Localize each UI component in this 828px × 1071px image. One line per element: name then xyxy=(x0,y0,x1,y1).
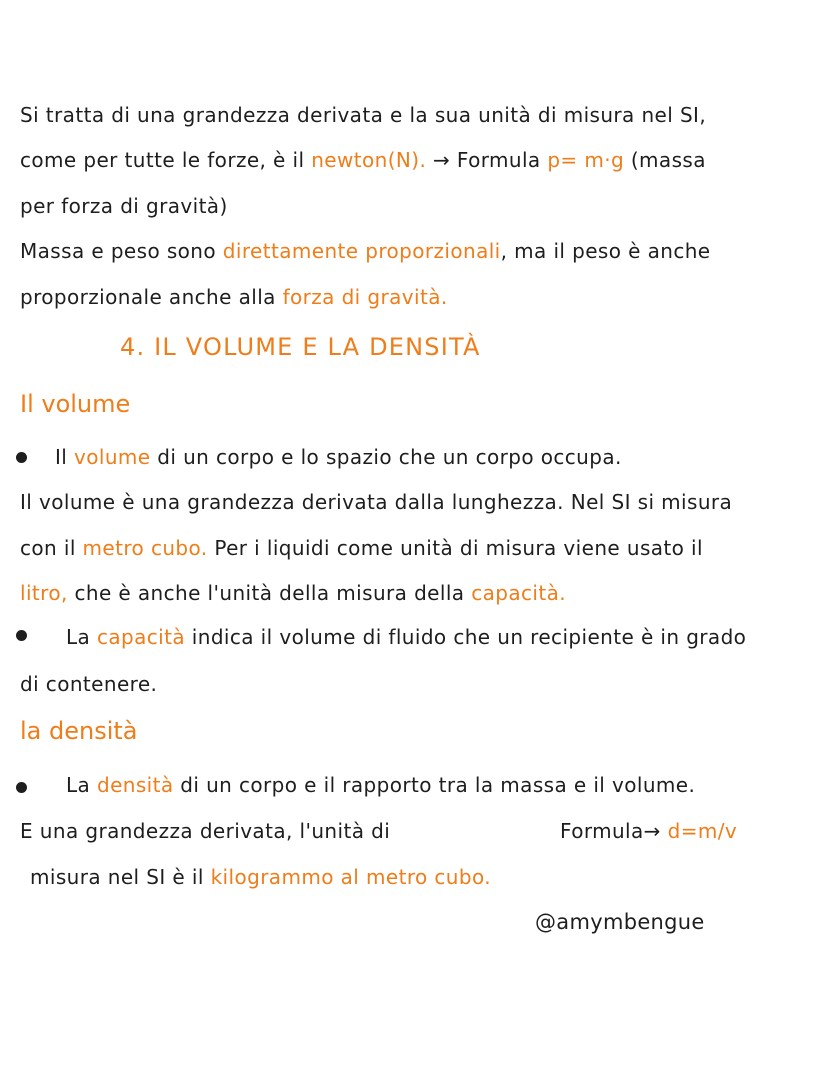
text-line xyxy=(30,864,491,890)
formula-text: d=m/v xyxy=(667,819,738,843)
text: per forza di gravità) xyxy=(20,194,228,218)
text: Il volume è una grandezza derivata dalla lunghezza. Nel SI si misura xyxy=(20,490,733,514)
text: Massa e peso sono xyxy=(20,239,223,263)
formula-text: p= m·g xyxy=(547,148,625,172)
text: , ma il peso è anche xyxy=(500,239,711,263)
bullet-dot xyxy=(16,782,27,793)
text: di un corpo e il rapporto tra la massa e il volume. xyxy=(173,773,696,797)
highlight-text: litro, xyxy=(20,581,68,605)
text: come per tutte le forze, è il xyxy=(20,148,312,172)
highlight-text: direttamente proporzionali xyxy=(222,239,501,263)
text-line xyxy=(55,444,622,470)
highlight-text: capacità. xyxy=(471,581,567,605)
text: misura nel SI è il xyxy=(30,865,211,889)
text: di un corpo e lo spazio che un corpo occupa. xyxy=(150,445,622,469)
text: Il xyxy=(55,445,75,469)
highlight-text: volume xyxy=(74,445,151,469)
text: che è anche l'unità della misura della xyxy=(67,581,472,605)
text: La xyxy=(66,625,97,649)
text-line xyxy=(20,489,732,515)
bullet-dot xyxy=(16,452,27,463)
author-signature: @amymbengue xyxy=(535,910,705,934)
text: La xyxy=(66,773,97,797)
text-line xyxy=(20,238,711,264)
highlight-text: capacità xyxy=(96,625,186,649)
text-line xyxy=(20,147,706,173)
subheading-density: la densità xyxy=(20,717,138,745)
section-heading: 4. IL VOLUME E LA DENSITÀ xyxy=(120,333,481,361)
text: indica il volume di fluido che un recipiente è in grado xyxy=(185,625,747,649)
highlight-text: kilogrammo al metro cubo. xyxy=(210,865,492,889)
formula-label: Formula→ xyxy=(560,819,668,843)
text: Per i liquidi come unità di misura viene usato il xyxy=(207,536,703,560)
text: (massa xyxy=(624,148,706,172)
highlight-text: densità xyxy=(96,773,174,797)
bullet-dot xyxy=(16,630,27,641)
text-line xyxy=(20,580,566,606)
text-line xyxy=(20,193,228,219)
highlight-text: forza di gravità. xyxy=(282,285,448,309)
highlight-text: metro cubo. xyxy=(82,536,208,560)
text: proporzionale anche alla xyxy=(20,285,283,309)
text-line xyxy=(20,671,157,697)
highlight-text: newton(N). xyxy=(311,148,427,172)
density-formula xyxy=(560,818,737,844)
text-line xyxy=(20,284,448,310)
text-line xyxy=(20,535,703,561)
text: con il xyxy=(20,536,83,560)
text-line xyxy=(66,624,746,650)
text: E una grandezza derivata, l'unità di xyxy=(20,819,391,843)
text-line xyxy=(66,772,695,798)
text-line xyxy=(20,102,706,128)
text: → Formula xyxy=(426,148,548,172)
text-line xyxy=(20,818,390,844)
text: Si tratta di una grandezza derivata e la sua unità di misura nel SI, xyxy=(20,103,707,127)
subheading-volume: Il volume xyxy=(20,390,131,418)
text: di contenere. xyxy=(20,672,158,696)
